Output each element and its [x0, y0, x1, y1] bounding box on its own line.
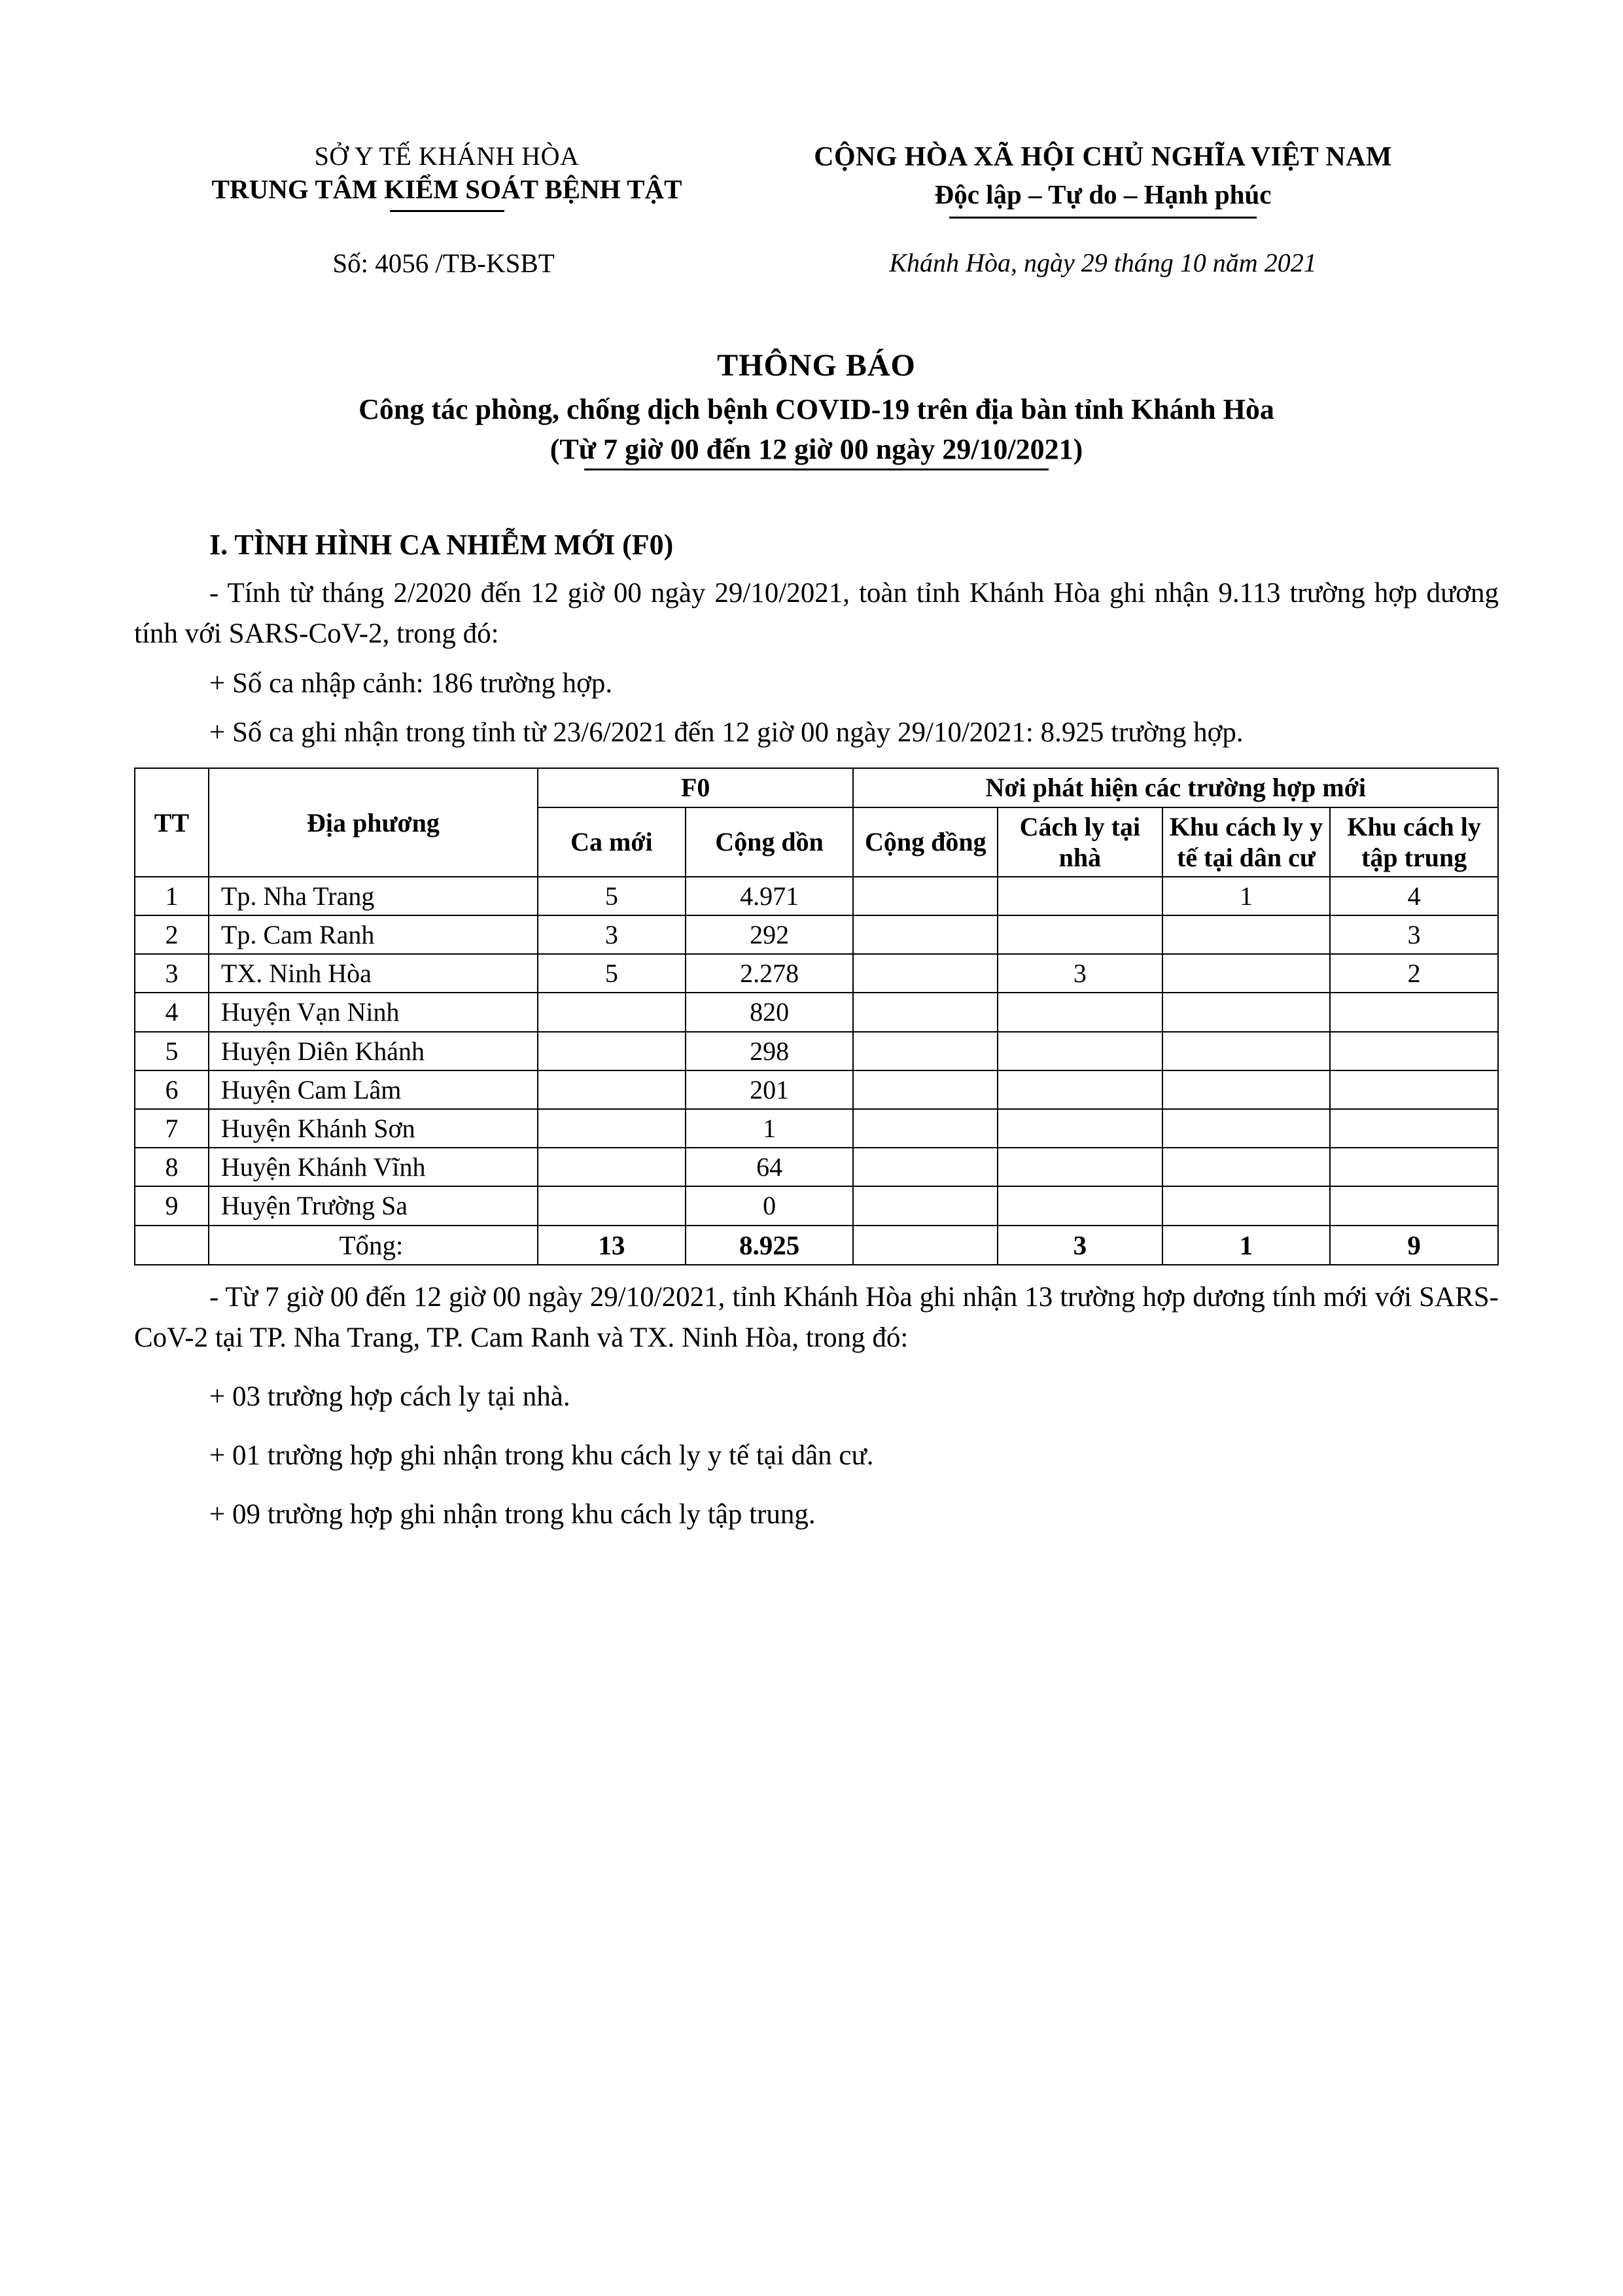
cell-cumulative: 820 — [686, 993, 854, 1031]
document-title-block — [134, 347, 1499, 466]
cell-central-quarantine: 3 — [1330, 915, 1498, 954]
cell-locality: Huyện Khánh Vĩnh — [209, 1148, 538, 1186]
nation-line-1: CỘNG HÒA XÃ HỘI CHỦ NGHĨA VIỆT NAM — [814, 142, 1392, 172]
cell-total-new-cases: 13 — [538, 1226, 686, 1265]
table-header-tt: TT — [135, 768, 209, 877]
section-1-paragraph-after-table: - Từ 7 giờ 00 đến 12 giờ 00 ngày 29/10/2021, tỉnh Khánh Hòa ghi nhận 13 trường hợp dương tính mới với SARS-CoV-2 tại TP. Nha Trang, TP. Cam Ranh và TX. Ninh Hòa, trong đó: — [134, 1281, 1499, 1353]
cell-locality: Huyện Trường Sa — [209, 1186, 538, 1225]
table-row — [135, 1109, 1498, 1148]
cell-central-quarantine — [1330, 1186, 1498, 1225]
cell-tt: 2 — [135, 915, 209, 954]
cell-cumulative: 4.971 — [686, 877, 854, 915]
cell-new-cases: 3 — [538, 915, 686, 954]
cell-community — [853, 1186, 998, 1225]
cell-residential-quarantine — [1162, 954, 1331, 993]
cell-home-quarantine — [998, 1186, 1162, 1225]
cell-residential-quarantine — [1162, 1070, 1331, 1109]
table-header-residential-quarantine: Khu cách ly y tế tại dân cư — [1162, 807, 1331, 877]
cell-new-cases — [538, 1186, 686, 1225]
table-header-group-f0: F0 — [538, 768, 853, 807]
table-row — [135, 1148, 1498, 1186]
section-1-bullet-2: + 01 trường hợp ghi nhận trong khu cách ly y tế tại dân cư. — [209, 1439, 874, 1471]
section-1-bullet-1: + 03 trường hợp cách ly tại nhà. — [209, 1381, 570, 1412]
cell-tt: 5 — [135, 1032, 209, 1070]
cell-community — [853, 1032, 998, 1070]
cell-locality: TX. Ninh Hòa — [209, 954, 538, 993]
cell-residential-quarantine — [1162, 1032, 1331, 1070]
cell-total-cumulative: 8.925 — [686, 1226, 854, 1265]
cell-tt: 8 — [135, 1148, 209, 1186]
cell-total-label: Tổng: — [209, 1226, 538, 1265]
cell-tt: 7 — [135, 1109, 209, 1148]
cell-total-community — [853, 1226, 998, 1265]
cell-central-quarantine — [1330, 993, 1498, 1031]
table-total-row — [135, 1226, 1498, 1265]
cell-central-quarantine: 2 — [1330, 954, 1498, 993]
table-header-locality: Địa phương — [209, 768, 538, 877]
cell-tt: 6 — [135, 1070, 209, 1109]
table-row — [135, 1070, 1498, 1109]
table-header-home-quarantine: Cách ly tại nhà — [998, 807, 1162, 877]
cell-new-cases: 5 — [538, 877, 686, 915]
cell-cumulative: 201 — [686, 1070, 854, 1109]
cell-community — [853, 1070, 998, 1109]
place-and-date: Khánh Hòa, ngày 29 tháng 10 năm 2021 — [889, 247, 1317, 277]
document-subheader — [134, 247, 1499, 279]
table-row — [135, 915, 1498, 954]
cell-central-quarantine: 4 — [1330, 877, 1498, 915]
nation-line-2: Độc lập – Tự do – Hạnh phúc — [934, 179, 1272, 210]
cell-locality: Tp. Nha Trang — [209, 877, 538, 915]
cell-cumulative: 298 — [686, 1032, 854, 1070]
cell-central-quarantine — [1330, 1070, 1498, 1109]
org-line-1: SỞ Y TẾ KHÁNH HÒA — [314, 141, 580, 171]
cell-cumulative: 0 — [686, 1186, 854, 1225]
cell-cumulative: 64 — [686, 1148, 854, 1186]
cell-new-cases — [538, 1070, 686, 1109]
cell-residential-quarantine — [1162, 993, 1331, 1031]
cell-locality: Huyện Vạn Ninh — [209, 993, 538, 1031]
cell-home-quarantine — [998, 993, 1162, 1031]
cell-locality: Huyện Cam Lâm — [209, 1070, 538, 1109]
header-nation — [707, 141, 1499, 219]
cell-new-cases: 5 — [538, 954, 686, 993]
cell-community — [853, 954, 998, 993]
cell-residential-quarantine — [1162, 1186, 1331, 1225]
table-header-community: Cộng đồng — [853, 807, 998, 877]
section-1-heading: I. TÌNH HÌNH CA NHIỄM MỚI (F0) — [209, 528, 674, 561]
cell-new-cases — [538, 1148, 686, 1186]
cell-cumulative: 292 — [686, 915, 854, 954]
cell-new-cases — [538, 1109, 686, 1148]
table-body — [135, 877, 1498, 1265]
cell-central-quarantine — [1330, 1032, 1498, 1070]
section-1-paragraph-2: + Số ca nhập cảnh: 186 trường hợp. — [209, 667, 613, 699]
cell-home-quarantine — [998, 1109, 1162, 1148]
cell-new-cases — [538, 993, 686, 1031]
cell-tt: 3 — [135, 954, 209, 993]
cell-locality: Tp. Cam Ranh — [209, 915, 538, 954]
cell-tt: 4 — [135, 993, 209, 1031]
document-header — [134, 141, 1499, 219]
org-line-2: TRUNG TÂM KIỂM SOÁT BỆNH TẬT — [211, 173, 682, 204]
cell-home-quarantine — [998, 915, 1162, 954]
cell-home-quarantine — [998, 1148, 1162, 1186]
page-title: THÔNG BÁO — [717, 347, 916, 383]
cell-locality: Huyện Diên Khánh — [209, 1032, 538, 1070]
nation-underline — [949, 217, 1257, 219]
cell-community — [853, 1148, 998, 1186]
document-number: Số: 4056 /TB-KSBT — [332, 247, 555, 278]
table-header-group-detection-place: Nơi phát hiện các trường hợp mới — [853, 768, 1498, 807]
table-row — [135, 993, 1498, 1031]
cell-home-quarantine — [998, 1070, 1162, 1109]
cell-residential-quarantine — [1162, 1148, 1331, 1186]
cell-home-quarantine — [998, 877, 1162, 915]
section-1-paragraph-1: - Tính từ tháng 2/2020 đến 12 giờ 00 ngày 29/10/2021, toàn tỉnh Khánh Hòa ghi nhận 9.113 trường hợp dương tính với SARS-CoV-2, trong đó: — [134, 577, 1499, 649]
title-subtitle-2: (Từ 7 giờ 00 đến 12 giờ 00 ngày 29/10/2021) — [550, 433, 1083, 465]
table-header-central-quarantine: Khu cách ly tập trung — [1330, 807, 1498, 877]
cell-total-central-quarantine: 9 — [1330, 1226, 1498, 1265]
title-subtitle-1: Công tác phòng, chống dịch bệnh COVID-19 trên địa bàn tỉnh Khánh Hòa — [358, 393, 1274, 425]
cell-total-residential-quarantine: 1 — [1162, 1226, 1331, 1265]
org-underline — [390, 210, 504, 212]
table-header-new-cases: Ca mới — [538, 807, 686, 877]
cell-total-home-quarantine: 3 — [998, 1226, 1162, 1265]
cell-tt: 1 — [135, 877, 209, 915]
cell-home-quarantine — [998, 1032, 1162, 1070]
cell-cumulative: 1 — [686, 1109, 854, 1148]
cell-residential-quarantine — [1162, 915, 1331, 954]
header-organization — [134, 141, 707, 212]
table-row — [135, 1186, 1498, 1225]
cell-central-quarantine — [1330, 1109, 1498, 1148]
cell-community — [853, 993, 998, 1031]
cell-total-tt — [135, 1226, 209, 1265]
cell-locality: Huyện Khánh Sơn — [209, 1109, 538, 1148]
cell-cumulative: 2.278 — [686, 954, 854, 993]
section-1-bullet-3: + 09 trường hợp ghi nhận trong khu cách ly tập trung. — [209, 1498, 816, 1530]
table-header-cumulative: Cộng dồn — [686, 807, 854, 877]
cell-community — [853, 877, 998, 915]
cell-new-cases — [538, 1032, 686, 1070]
covid-case-table — [134, 768, 1499, 1265]
cell-home-quarantine: 3 — [998, 954, 1162, 993]
section-1-paragraph-3: + Số ca ghi nhận trong tỉnh từ 23/6/2021 đến 12 giờ 00 ngày 29/10/2021: 8.925 trường hợp. — [209, 717, 1244, 749]
table-row — [135, 954, 1498, 993]
table-row — [135, 877, 1498, 915]
cell-community — [853, 1109, 998, 1148]
table-header-row-1 — [135, 768, 1498, 807]
cell-central-quarantine — [1330, 1148, 1498, 1186]
cell-residential-quarantine — [1162, 1109, 1331, 1148]
table-row — [135, 1032, 1498, 1070]
cell-tt: 9 — [135, 1186, 209, 1225]
cell-community — [853, 915, 998, 954]
cell-residential-quarantine: 1 — [1162, 877, 1331, 915]
